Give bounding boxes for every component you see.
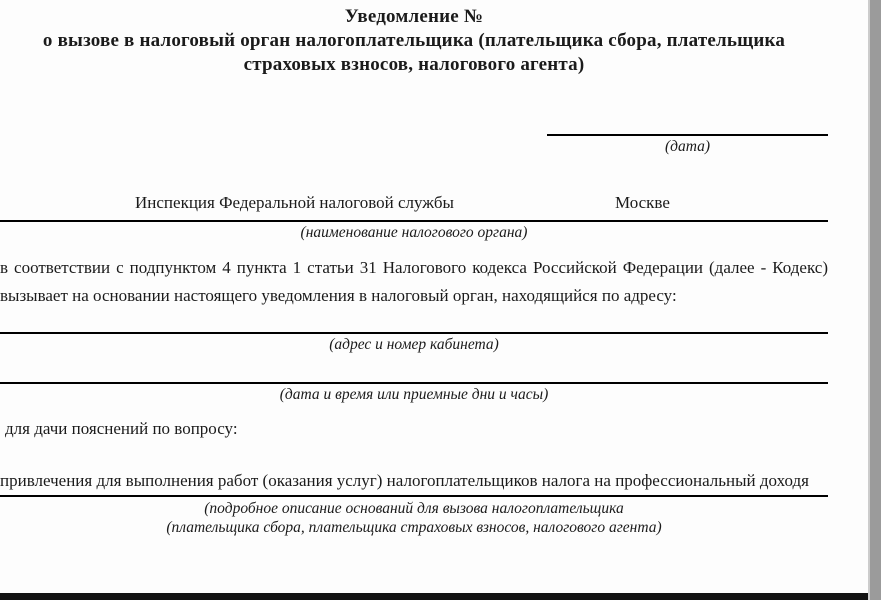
vertical-scrollbar[interactable] <box>868 0 881 600</box>
document-title-line1: Уведомление № <box>344 6 484 27</box>
basis-caption-line1: (подробное описание оснований для вызова налогоплательщика <box>204 500 624 517</box>
tax-authority-name: Инспекция Федеральной налоговой службы <box>135 193 454 212</box>
datetime-field <box>0 382 828 405</box>
document-title-line2: о вызове в налоговый орган налогоплательщика (плательщика сбора, плательщика <box>42 30 786 51</box>
basis-text: привлечения для выполнения работ (оказания услуг) налогоплательщиков налога на профессиональный доходя <box>0 468 828 497</box>
legal-basis-paragraph: в соответствии с подпунктом 4 пункта 1 статьи 31 Налогового кодекса Российской Федерации (далее - Кодекс) вызывает на основании настоящего уведомления в налоговый орган, находящийся по адресу: <box>0 258 828 305</box>
address-field <box>0 332 828 355</box>
tax-authority-row <box>0 186 828 222</box>
date-field <box>547 134 828 157</box>
purpose-label: для дачи пояснений по вопросу: <box>5 419 238 438</box>
document-title <box>0 0 828 77</box>
date-caption: (дата) <box>664 138 711 155</box>
datetime-caption: (дата и время или приемные дни и часы) <box>279 386 549 403</box>
bottom-border-bar <box>0 593 868 600</box>
basis-captions <box>0 499 828 537</box>
tax-authority-caption: (наименование налогового органа) <box>300 224 528 241</box>
document-title-line3: страховых взносов, налогового агента) <box>243 54 585 75</box>
basis-caption-line2: (плательщика сбора, плательщика страховых взносов, налогового агента) <box>166 519 662 536</box>
tax-authority-city: Москве <box>615 193 670 212</box>
address-caption: (адрес и номер кабинета) <box>329 336 499 353</box>
